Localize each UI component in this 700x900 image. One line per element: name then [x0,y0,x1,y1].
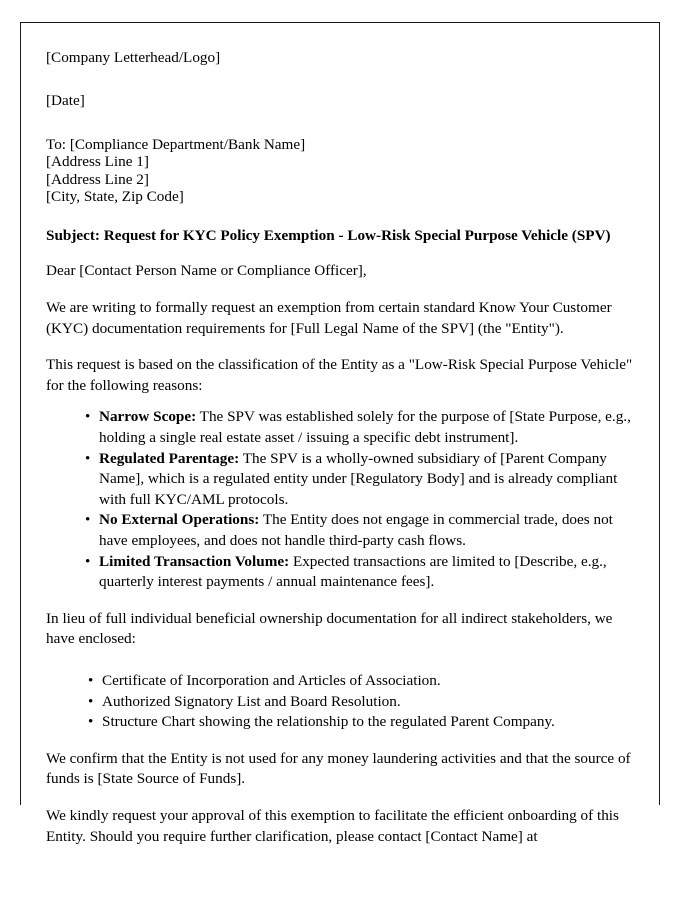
company-letterhead: [Company Letterhead/Logo] [46,49,221,66]
spacer [46,66,634,92]
reason-text: The SPV is a wholly-owned subsidiary of [Parent Company Name], which is a regulated entity under [Regulatory Body] and is already compliant with full KYC/AML protocols. [99,449,618,508]
subject-line: Subject: Request for KYC Policy Exemption - Low-Risk Special Purpose Vehicle (SPV) [46,227,611,245]
reason-lead: Narrow Scope: [99,408,197,426]
list-item [75,552,634,593]
paragraph-confirmation: We confirm that the Entity is not used for any money laundering activities and that the source of funds is [State Source of Funds]. [46,749,631,788]
spacer [46,282,634,298]
recipient-to-line: To: [Compliance Department/Bank Name] [46,135,306,153]
reasons-list [75,407,634,592]
spacer [46,110,634,136]
recipient-address-block [46,136,634,206]
spacer [46,790,634,806]
letter-body [46,49,634,847]
list-item [78,712,634,733]
reason-text: The SPV was established solely for the purpose of [State Purpose, e.g., holding a single real estate asset / issuing a specific debt instrument]. [99,408,631,446]
list-item [75,510,634,551]
spacer [46,205,634,226]
enclosure-text: Structure Chart showing the relationship to the regulated Parent Company. [102,713,555,731]
spacer [46,339,634,355]
letter-page [20,22,660,845]
spacer [46,650,634,671]
list-item [78,671,634,692]
spacer [46,245,634,261]
reason-lead: Limited Transaction Volume: [99,552,290,570]
recipient-city-state-zip: [City, State, Zip Code] [46,188,184,206]
list-item [78,692,634,713]
paragraph-approval-request: We kindly request your approval of this exemption to facilitate the efficient onboarding of this Entity. Should you require further clarification, please contact [Contact Name] at [46,806,619,845]
enclosure-text: Authorized Signatory List and Board Resolution. [102,692,401,710]
letter-date: [Date] [46,92,85,110]
reason-text: The Entity does not engage in commercial trade, does not have employees, and does not handle third-party cash flows. [99,511,613,549]
enclosure-text: Certificate of Incorporation and Articles of Association. [102,671,441,689]
paragraph-request-intro: We are writing to formally request an exemption from certain standard Know Your Customer (KYC) documentation requirements for [Full Legal Name of the SPV] (the "Entity"). [46,299,612,337]
salutation: Dear [Contact Person Name or Compliance Officer], [46,262,367,280]
spacer [46,733,634,749]
list-item [75,449,634,511]
reason-text: Expected transactions are limited to [Describe, e.g., quarterly interest payments / annual maintenance fees]. [99,552,607,591]
list-item [75,407,634,448]
spacer [46,396,634,407]
paragraph-enclosures-intro: In lieu of full individual beneficial ownership documentation for all indirect stakeholders, we have enclosed: [46,609,613,648]
reason-lead: Regulated Parentage: [99,449,240,467]
spacer [46,593,634,609]
enclosures-list [78,671,634,733]
reason-lead: No External Operations: [99,511,260,529]
recipient-address-line-2: [Address Line 2] [46,170,149,188]
paragraph-classification-basis: This request is based on the classification of the Entity as a "Low-Risk Special Purpose Vehicle" for the following reasons: [46,356,633,394]
recipient-address-line-1: [Address Line 1] [46,153,149,171]
